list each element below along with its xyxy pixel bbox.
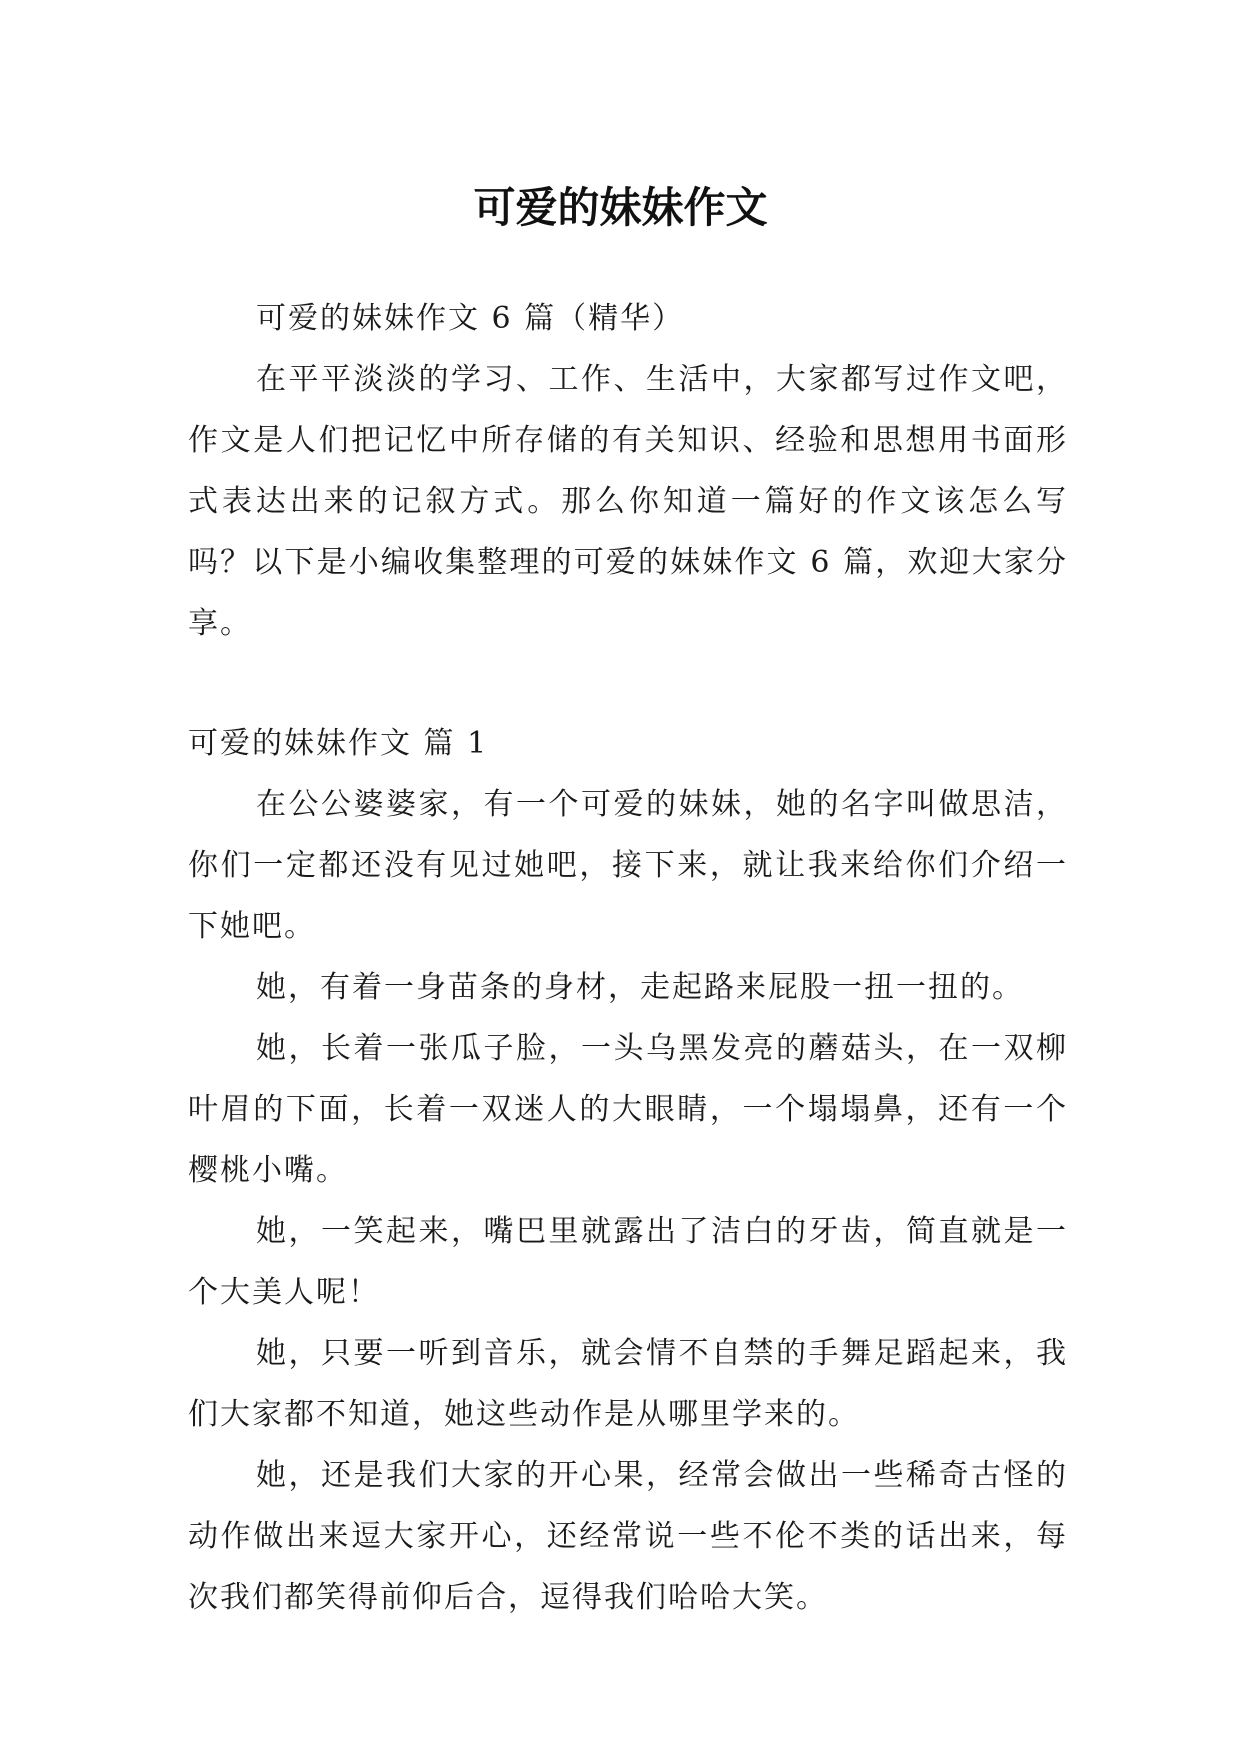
section-heading: 可爱的妹妹作文 篇 1 xyxy=(188,726,489,761)
document-subtitle: 可爱的妹妹作文 6 篇（精华） xyxy=(256,301,685,336)
document-body xyxy=(188,288,1068,1628)
intro-paragraph: 在平平淡淡的学习、工作、生活中，大家都写过作文吧，作文是人们把记忆中所存储的有关知识、经验和思想用书面形式表达出来的记叙方式。那么你知道一篇好的作文该怎么写吗？以下是小编收集整理的可爱的妹妹作文 6 篇，欢迎大家分享。 xyxy=(188,362,1068,641)
body-paragraph: 她，一笑起来，嘴巴里就露出了洁白的牙齿，简直就是一个大美人呢！ xyxy=(188,1214,1068,1310)
body-paragraph: 她，只要一听到音乐，就会情不自禁的手舞足蹈起来，我们大家都不知道，她这些动作是从哪里学来的。 xyxy=(188,1336,1068,1432)
body-paragraph: 在公公婆婆家，有一个可爱的妹妹，她的名字叫做思洁，你们一定都还没有见过她吧，接下来，就让我来给你们介绍一下她吧。 xyxy=(188,787,1068,944)
body-paragraph: 她，有着一身苗条的身材，走起路来屁股一扭一扭的。 xyxy=(256,970,1024,1005)
body-paragraph: 她，长着一张瓜子脸，一头乌黑发亮的蘑菇头，在一双柳叶眉的下面，长着一双迷人的大眼睛，一个塌塌鼻，还有一个樱桃小嘴。 xyxy=(188,1031,1068,1188)
body-paragraph: 她，还是我们大家的开心果，经常会做出一些稀奇古怪的动作做出来逗大家开心，还经常说一些不伦不类的话出来，每次我们都笑得前仰后合，逗得我们哈哈大笑。 xyxy=(188,1458,1068,1615)
page-title: 可爱的妹妹作文 xyxy=(473,183,768,233)
